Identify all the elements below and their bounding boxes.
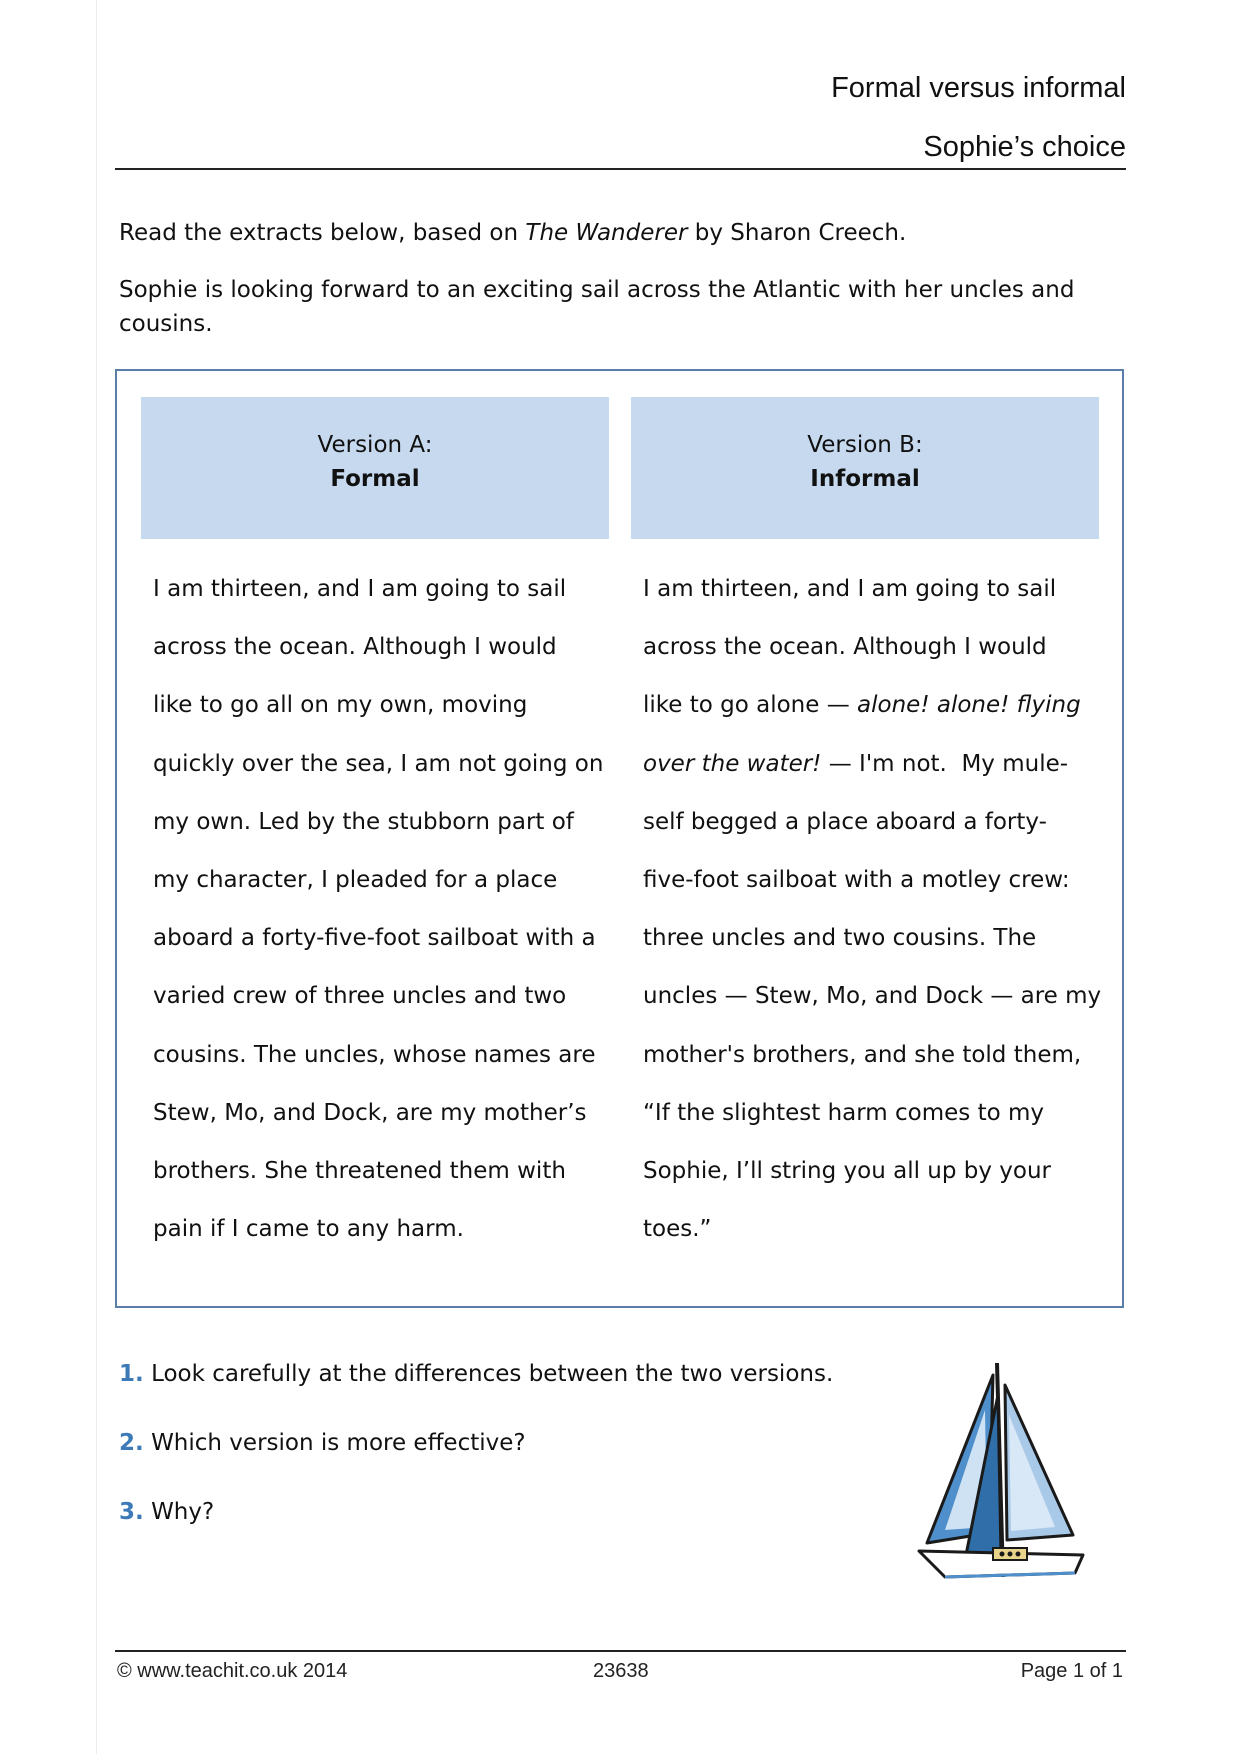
question-2 (119, 1430, 526, 1456)
text-line: like to go all on my own, moving (153, 692, 528, 719)
text-line: across the ocean. Although I would (153, 634, 557, 661)
version-a-text (153, 560, 613, 1258)
intro-paragraph-1 (119, 216, 1079, 250)
footer-divider (115, 1650, 1126, 1652)
text-line: aboard a forty-five-foot sailboat with a (153, 925, 596, 952)
sailboat-icon (905, 1355, 1105, 1605)
text-line: “If the slightest harm comes to my (643, 1099, 1045, 1126)
text-line: mother's brothers, and she told them, (643, 1041, 1082, 1068)
text-line: brothers. She threatened them with (153, 1158, 566, 1185)
version-a-header (141, 397, 609, 539)
text-line: cousins. The uncles, whose names are (153, 1041, 596, 1068)
version-b-kind: Informal (810, 466, 920, 492)
page-edge-line (96, 0, 97, 1754)
footer-page-number: Page 1 of 1 (1020, 1660, 1123, 1682)
text-line: three uncles and two cousins. The (643, 925, 1037, 952)
text-line: my own. Led by the stubborn part of (153, 808, 574, 835)
header-divider (115, 168, 1126, 170)
footer-copyright: © www.teachit.co.uk 2014 (117, 1660, 348, 1682)
text-line: I am thirteen, and I am going to sail (643, 576, 1057, 602)
footer-resource-code: 23638 (593, 1660, 649, 1682)
version-b-header (631, 397, 1099, 539)
italic-segment: over the water! (643, 750, 822, 777)
version-a-label: Version A: (317, 432, 433, 458)
text-segment: like to go alone — (643, 692, 858, 719)
document-title: Formal versus informal (831, 72, 1126, 104)
text-line: self begged a place aboard a forty- (643, 808, 1047, 835)
text-line: uncles — Stew, Mo, and Dock — are my (643, 983, 1102, 1010)
text-line: five-foot sailboat with a motley crew: (643, 867, 1070, 894)
question-3 (119, 1499, 214, 1525)
question-text: Look carefully at the differences between the two versions. (151, 1361, 834, 1387)
question-text: Which version is more effective? (151, 1430, 526, 1456)
book-title: The Wanderer (525, 220, 688, 246)
text-line: Stew, Mo, and Dock, are my mother’s (153, 1099, 587, 1126)
text-line: my character, I pleaded for a place (153, 867, 558, 894)
text-line: across the ocean. Although I would (643, 634, 1047, 661)
text-line (643, 676, 1103, 734)
question-number: 3. (119, 1499, 144, 1525)
text-segment: — I'm not. My mule- (821, 750, 1069, 777)
text-line: varied crew of three uncles and two (153, 983, 567, 1010)
version-a-kind: Formal (330, 466, 420, 492)
question-text: Why? (151, 1499, 215, 1525)
question-number: 1. (119, 1361, 144, 1387)
text-line: pain if I came to any harm. (153, 1216, 464, 1243)
intro-text: by Sharon Creech. (687, 220, 907, 246)
version-b-text (643, 560, 1103, 1258)
intro-paragraph-2: Sophie is looking forward to an exciting sail across the Atlantic with her uncles and cousins. (119, 277, 1075, 337)
question-number: 2. (119, 1430, 144, 1456)
text-line: I am thirteen, and I am going to sail (153, 576, 567, 602)
text-line (643, 735, 1103, 793)
text-line: Sophie, I’ll string you all up by your (643, 1158, 1052, 1185)
question-1 (119, 1361, 833, 1387)
text-line: quickly over the sea, I am not going on (153, 750, 604, 777)
text-line: toes.” (643, 1216, 712, 1243)
version-b-label: Version B: (807, 432, 923, 458)
intro-text: Read the extracts below, based on (119, 220, 526, 246)
italic-segment: alone! alone! flying (857, 692, 1081, 719)
document-subtitle: Sophie’s choice (923, 131, 1126, 163)
